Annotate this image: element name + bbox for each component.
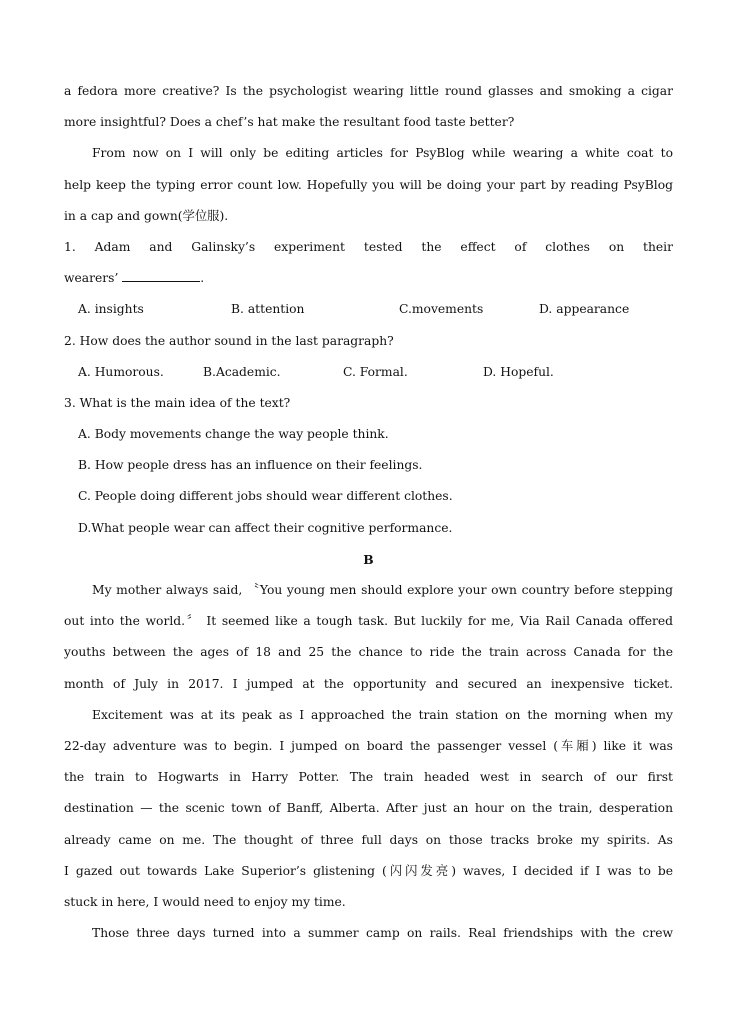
option-b: B. attention: [231, 302, 305, 317]
text-line: youths between the ages of 18 and 25 the chance to ride the train across Canada for the: [64, 645, 673, 660]
option-a: A. Body movements change the way people think.: [78, 427, 389, 442]
question-1-options: [64, 294, 673, 325]
question-1-stem-continued: [64, 263, 673, 294]
option-c: C. People doing different jobs should wear different clothes.: [78, 489, 453, 504]
text-line: a fedora more creative? Is the psychologist wearing little round glasses and smoking a cigar: [64, 84, 673, 98]
option-a: A. insights: [78, 302, 144, 317]
text-line: already came on me. The thought of three full days on those tracks broke my spirits. As: [64, 832, 673, 847]
text-line: My mother always said, 〝You young men should explore your own country before stepping: [92, 583, 673, 597]
text-line: help keep the typing error count low. Hopefully you will be doing your part by reading PsyBlog: [64, 177, 673, 192]
text-line: Excitement was at its peak as I approached the train station on the morning when my: [92, 707, 673, 722]
option-d: D. appearance: [539, 302, 630, 317]
text-line: 22-day adventure was to begin. I jumped on board the passenger vessel (车厢) like it was: [64, 738, 673, 753]
text-line: From now on I will only be editing articles for PsyBlog while wearing a white coat to: [92, 146, 673, 161]
option-c: C.movements: [399, 302, 484, 317]
option-b: B.Academic.: [203, 364, 281, 379]
text-line: in a cap and gown(学位服).: [64, 208, 229, 223]
text-line: more insightful? Does a chef’s hat make the resultant food taste better?: [64, 115, 515, 130]
option-d: D. Hopeful.: [483, 364, 554, 379]
text-line: I gazed out towards Lake Superior’s glistening (闪闪发亮) waves, I decided if I was to be: [64, 863, 673, 878]
question-3-stem: 3. What is the main idea of the text?: [64, 395, 291, 410]
option-b: B. How people dress has an influence on their feelings.: [78, 458, 423, 473]
text-line: Those three days turned into a summer camp on rails. Real friendships with the crew: [92, 926, 673, 941]
option-d: D.What people wear can affect their cognitive performance.: [78, 520, 453, 535]
question-1-stem: 1. Adam and Galinsky’s experiment tested the effect of clothes on their: [64, 239, 673, 254]
option-a: A. Humorous.: [78, 364, 164, 379]
text-line: out into the world.〞 It seemed like a tough task. But luckily for me, Via Rail Canada offered: [64, 614, 673, 629]
question-2-stem: 2. How does the author sound in the last paragraph?: [64, 333, 394, 348]
question-2-options: [64, 357, 673, 388]
document-page: [64, 76, 673, 949]
text-line: the train to Hogwarts in Harry Potter. The train headed west in search of our first: [64, 770, 673, 785]
text-line: stuck in here, I would need to enjoy my time.: [64, 894, 346, 909]
question-1-prefix: wearers’: [64, 271, 123, 286]
text-line: month of July in 2017. I jumped at the opportunity and secured an inexpensive ticket.: [64, 676, 673, 691]
question-1-suffix: .: [200, 271, 205, 286]
text-line: destination — the scenic town of Banff, Alberta. After just an hour on the train, desperation: [64, 801, 673, 816]
answer-blank: [122, 267, 200, 282]
option-c: C. Formal.: [343, 364, 408, 379]
section-heading: B: [363, 551, 374, 567]
